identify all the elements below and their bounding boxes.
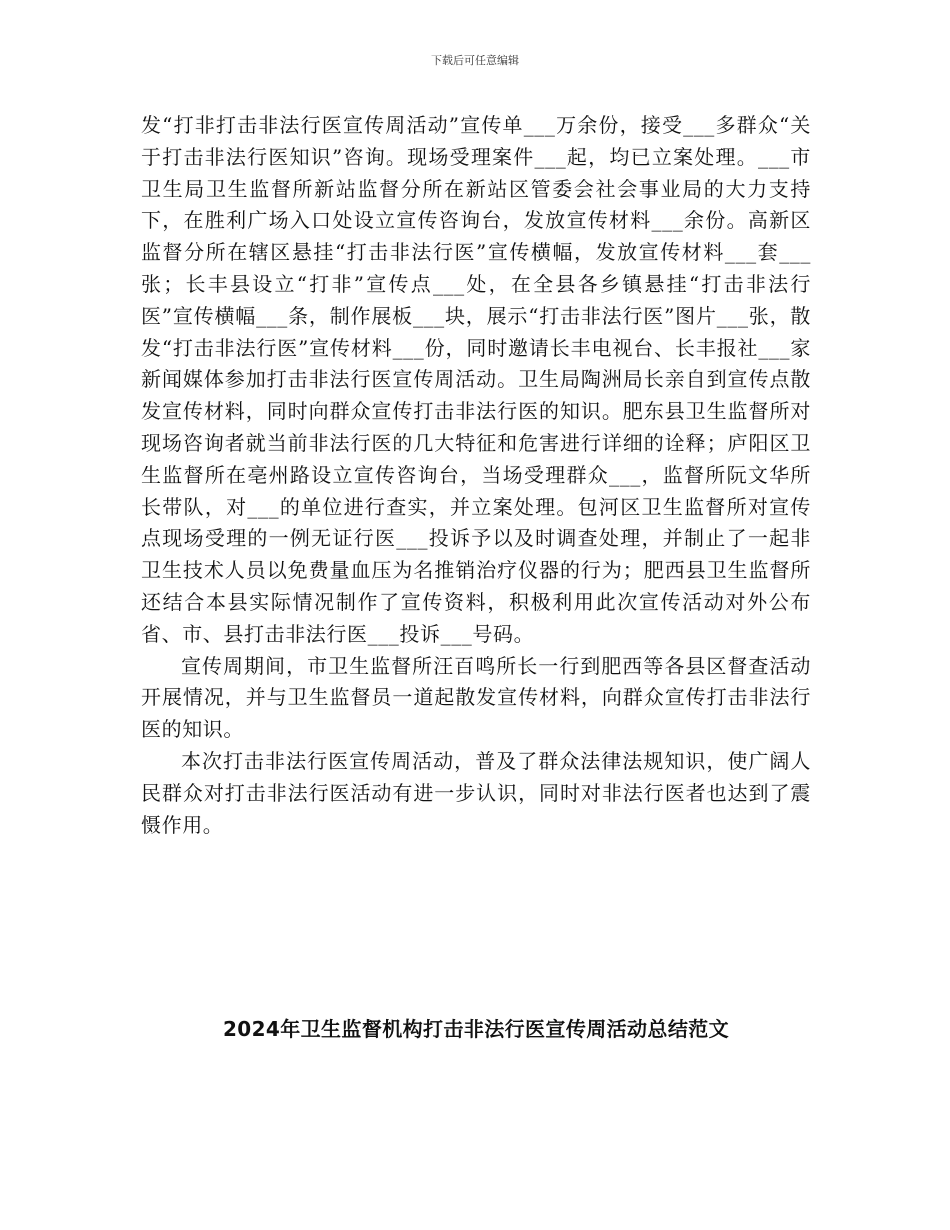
body-paragraph-3: 本次打击非法行医宣传周活动，普及了群众法律法规知识，使广阔人民群众对打击非法行医活动有进一步认识，同时对非法行医者也达到了震慑作用。 [141,748,811,837]
body-paragraph-2: 宣传周期间，市卫生监督所汪百鸣所长一行到肥西等各县区督查活动开展情况，并与卫生监督员一道起散发宣传材料，向群众宣传打击非法行医的知识。 [141,653,811,742]
document-body [141,110,811,841]
body-paragraph-1: 发“打非打击非法行医宣传周活动”宣传单___万余份，接受___多群众“关于打击非法行医知识”咨询。现场受理案件___起，均已立案处理。___市卫生局卫生监督所新站监督分所在新站区管委会社会事业局的大力支持下，在胜利广场入口处设立宣传咨询台，发放宣传材料___余份。高新区监督分所在辖区悬挂“打击非法行医”宣传横幅，发放宣传材料___套___张；长丰县设立“打非”宣传点___处，在全县各乡镇悬挂“打击非法行医”宣传横幅___条，制作展板___块，展示“打击非法行医”图片___张，散发“打击非法行医”宣传材料___份，同时邀请长丰电视台、长丰报社___家新闻媒体参加打击非法行医宣传周活动。卫生局陶洲局长亲自到宣传点散发宣传材料，同时向群众宣传打击非法行医的知识。肥东县卫生监督所对现场咨询者就当前非法行医的几大特征和危害进行详细的诠释；庐阳区卫生监督所在亳州路设立宣传咨询台，当场受理群众___，监督所阮文华所长带队，对___的单位进行查实，并立案处理。包河区卫生监督所对宣传点现场受理的一例无证行医___投诉予以及时调查处理，并制止了一起非卫生技术人员以免费量血压为名推销治疗仪器的行为；肥西县卫生监督所还结合本县实际情况制作了宣传资料，积极利用此次宣传活动对外公布省、市、县打击非法行医___投诉___号码。 [141,113,811,646]
page-header: 下载后可任意编辑 [431,54,519,67]
document-title: 2024年卫生监督机构打击非法行医宣传周活动总结范文 [222,1017,730,1041]
